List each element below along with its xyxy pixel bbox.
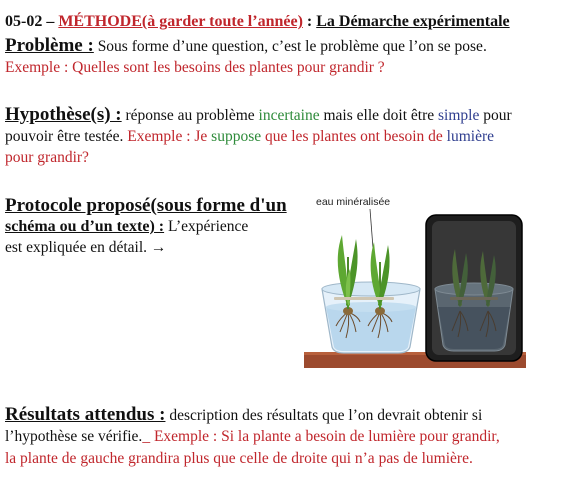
- protocole-t1: L’expérience: [164, 218, 249, 235]
- illustration-label: eau minéralisée: [316, 196, 391, 208]
- resultats-line-2: [5, 427, 500, 447]
- protocole-heading-2: schéma ou d’un texte) :: [5, 218, 165, 235]
- title-rest: La Démarche expérimentale: [316, 13, 510, 30]
- resultats-heading: Résultats attendus :: [5, 404, 166, 425]
- protocole-heading-1: Protocole proposé(sous forme d'un: [5, 195, 287, 216]
- protocole-line-1: [5, 196, 287, 217]
- resultats-line-3: la plante de gauche grandira plus que celle de droite qui n’a pas de lumière.: [5, 450, 473, 467]
- protocole-line-2: [5, 217, 248, 237]
- hypothese-heading: Hypothèse(s) :: [5, 104, 122, 125]
- arrow-icon: →: [147, 239, 167, 256]
- hypothese-t3: pour: [479, 107, 512, 124]
- title-method: MÉTHODE(à garder toute l’année): [58, 13, 303, 30]
- hypothese-simple: simple: [438, 107, 480, 124]
- hypothese-t1: réponse au problème: [121, 107, 259, 124]
- hypothese-t2: mais elle doit être: [319, 107, 438, 124]
- resultats-t2: l’hypothèse se vérifie.: [5, 428, 143, 445]
- experiment-illustration: [304, 187, 526, 368]
- protocole-t2: est expliquée en détail.: [5, 239, 148, 256]
- page-title: [5, 12, 510, 32]
- hypothese-t4: pouvoir être testée.: [5, 128, 128, 145]
- hypothese-ex2: que les plantes ont besoin de: [261, 128, 447, 145]
- hypothese-lumiere: lumière: [446, 128, 494, 145]
- resultats-line-1: [5, 405, 482, 426]
- hypothese-incertaine: incertaine: [258, 107, 320, 124]
- hypothese-ex1: Exemple : Je: [127, 128, 212, 145]
- protocole-line-3: [5, 238, 166, 258]
- hypothese-line-3: pour grandir?: [5, 149, 89, 166]
- probleme-line: [5, 36, 487, 57]
- probleme-text: Sous forme d’une question, c’est le problème que l’on se pose.: [93, 38, 487, 55]
- title-code: 05-02 –: [5, 13, 59, 30]
- resultats-t1: description des résultats que l’on devrait obtenir si: [165, 407, 483, 424]
- resultats-ex1: Exemple : Si la plante a besoin de lumière pour grandir,: [153, 428, 500, 445]
- probleme-heading: Problème :: [5, 35, 94, 56]
- title-colon: :: [302, 13, 317, 30]
- hypothese-suppose: suppose: [211, 128, 262, 145]
- resultats-t2b: _: [142, 428, 154, 445]
- dark-box: [426, 215, 522, 361]
- hypothese-line-2: [5, 127, 494, 147]
- hypothese-line-1: [5, 105, 512, 126]
- probleme-example: Exemple : Quelles sont les besoins des plantes pour grandir ?: [5, 59, 385, 76]
